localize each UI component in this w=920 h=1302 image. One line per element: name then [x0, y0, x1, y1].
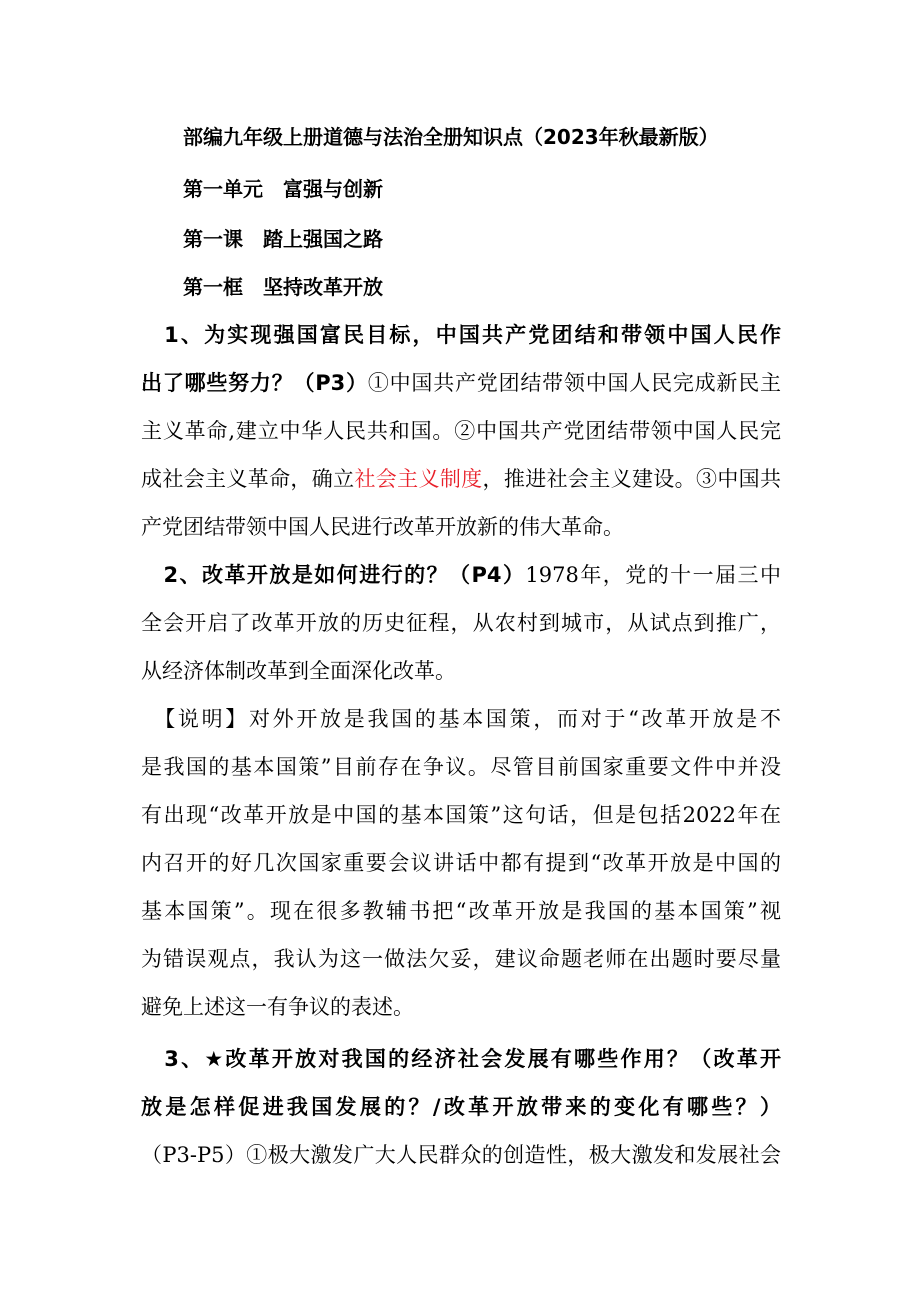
answer-text: （P3-P5）①极大激发广大人民群众的创造性，极大激发和发展社会 — [141, 1143, 781, 1167]
text-line — [141, 848, 781, 878]
answer-text: 是我国的基本国策”目前存在争议。尽管目前国家重要文件中并没 — [141, 755, 781, 779]
text-line — [141, 464, 781, 494]
answer-text: 有出现“改革开放是中国的基本国策”这句话，但是包括2022年在 — [141, 803, 781, 827]
text-line — [141, 416, 781, 446]
question-text: 1、为实现强国富民目标，中国共产党团结和带领中国人民作 — [141, 323, 781, 347]
text-line — [141, 320, 781, 350]
answer-text: ，推进社会主义建设。③中国共 — [482, 467, 782, 491]
text-line — [141, 800, 781, 830]
unit-heading: 第一单元 富强与创新 — [183, 177, 383, 201]
answer-text: 全会开启了改革开放的历史征程，从农村到城市，从试点到推广， — [141, 611, 781, 635]
question-text: 2、改革开放是如何进行的？（P4） — [141, 563, 526, 587]
text-line — [141, 1092, 781, 1122]
answer-text: 产党团结带领中国人民进行改革开放新的伟大革命。 — [141, 515, 624, 539]
answer-text: 主义革命,建立中华人民共和国。②中国共产党团结带领中国人民完 — [141, 419, 781, 443]
highlighted-text: 社会主义制度 — [354, 467, 483, 491]
text-line — [141, 896, 781, 926]
text-line — [141, 1140, 781, 1170]
text-line — [141, 512, 781, 542]
text-line — [141, 704, 781, 734]
answer-text: 从经济体制改革到全面深化改革。 — [141, 659, 456, 683]
lesson-heading: 第一课 踏上强国之路 — [183, 227, 383, 251]
question-text: 放是怎样促进我国发展的？/改革开放带来的变化有哪些？） — [141, 1095, 781, 1119]
answer-text: 基本国策”。现在很多教辅书把“改革开放是我国的基本国策”视 — [141, 899, 781, 923]
text-line — [141, 560, 781, 590]
text-line — [141, 1044, 781, 1074]
answer-text: 成社会主义革命，确立 — [141, 467, 355, 491]
document-title: 部编九年级上册道德与法治全册知识点（2023年秋最新版） — [183, 125, 719, 149]
answer-text: 1978年，党的十一届三中 — [525, 563, 781, 587]
text-line — [141, 608, 781, 638]
answer-text: 为错误观点，我认为这一做法欠妥，建议命题老师在出题时要尽量 — [141, 947, 781, 971]
text-line — [141, 992, 781, 1022]
answer-text: 【说明】对外开放是我国的基本国策，而对于“改革开放是不 — [141, 707, 781, 731]
answer-text: 避免上述这一有争议的表述。 — [141, 995, 414, 1019]
question-text: 3、★改革开放对我国的经济社会发展有哪些作用？（改革开 — [141, 1047, 781, 1071]
text-line — [141, 656, 781, 686]
text-line — [141, 752, 781, 782]
text-line — [141, 944, 781, 974]
frame-heading: 第一框 坚持改革开放 — [183, 275, 383, 299]
text-line — [141, 368, 781, 398]
answer-text: 内召开的好几次国家重要会议讲话中都有提到“改革开放是中国的 — [141, 851, 781, 875]
answer-text: ①中国共产党团结带领中国人民完成新民主 — [367, 371, 781, 395]
question-text: 出了哪些努力？（P3） — [141, 371, 368, 395]
